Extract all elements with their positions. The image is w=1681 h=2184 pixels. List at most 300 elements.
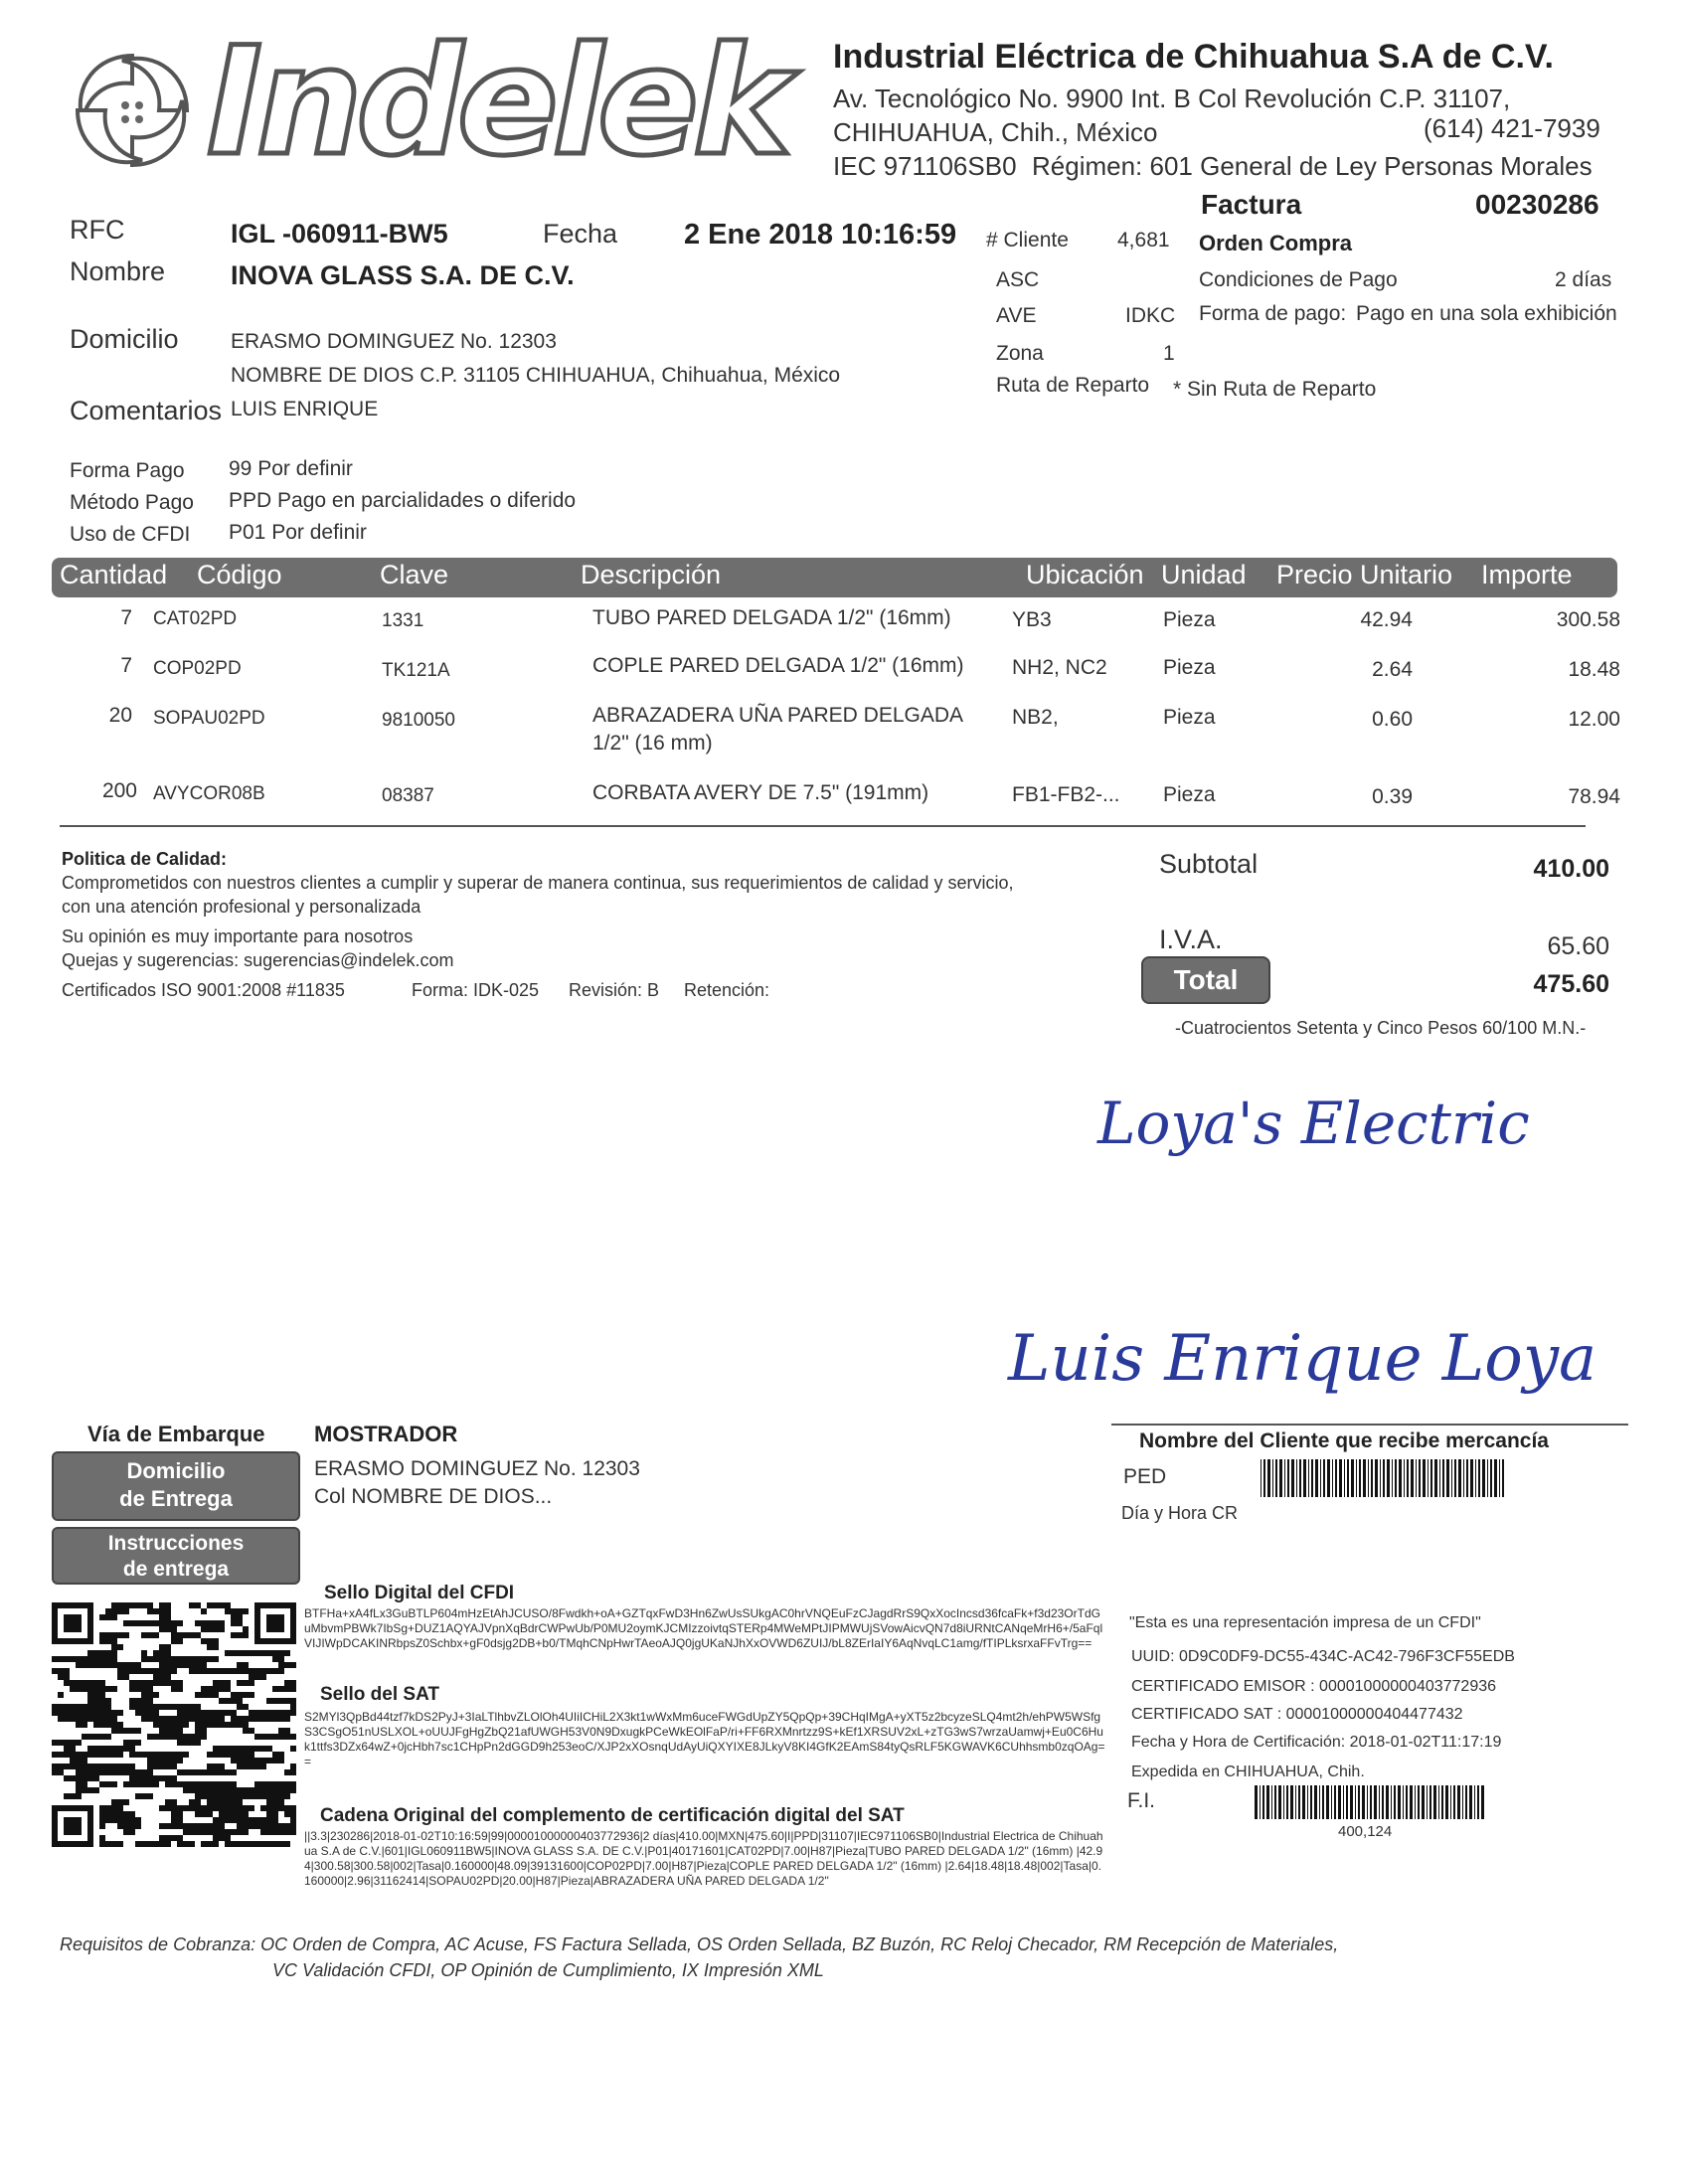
qr-module bbox=[219, 1746, 225, 1752]
sello-cfdi-value: BTFHa+xA4fLx3GuBTLP604mHzEtAhJCUSO/8Fwdkh+oA+GZTqxFwD3Hn6ZwUsSUkgAC0hrVNQEuFzCJagdRrS9QxXocIncsd36fcaFk+f3d23OrTdGuMbvmPBWk7IbSg+DUZ1AQYAJVpnXqBdrCWPwUb/P0MU2oymKJCMIzzoivtqSTERp4MWeMPtJIPMWUjSVowAicvQN7d8iURNtCANqeMrH6+/5aFqlVIJIWpDCAKINRbpsZ0Schbx+gF0dsjg2DB+b0/TMqhCNpHwrTAeoAJQ0jgUKaNJhXxOVWD6ZUIJ/bL8ZErIaIY6AqNvqLC1amg/fTIPLksrxaFFvTrg== bbox=[304, 1606, 1103, 1650]
barcode-bar bbox=[1255, 1785, 1258, 1819]
qr-module bbox=[171, 1704, 177, 1710]
qr-module bbox=[153, 1650, 159, 1656]
qr-module bbox=[207, 1716, 213, 1722]
qr-module bbox=[195, 1662, 201, 1668]
qr-module bbox=[219, 1799, 225, 1805]
qr-module bbox=[177, 1638, 183, 1644]
qr-module bbox=[111, 1686, 117, 1692]
qr-module bbox=[135, 1817, 141, 1823]
qr-module bbox=[177, 1769, 183, 1775]
qr-module bbox=[243, 1811, 249, 1817]
policy-line-1: Comprometidos con nuestros clientes a cumplir y superar de manera continua, sus requerimientos de calidad y servicio, bbox=[62, 873, 1014, 893]
barcode-bar bbox=[1370, 1785, 1372, 1819]
qr-module bbox=[266, 1758, 272, 1764]
qr-module bbox=[99, 1662, 105, 1668]
qr-module bbox=[290, 1829, 296, 1835]
qr-module bbox=[99, 1614, 105, 1620]
qr-module bbox=[207, 1764, 213, 1769]
qr-module bbox=[290, 1781, 296, 1787]
qr-module bbox=[64, 1704, 70, 1710]
ped-barcode bbox=[1261, 1459, 1506, 1497]
barcode-bar bbox=[1477, 1785, 1479, 1819]
qr-module bbox=[290, 1805, 296, 1811]
instrucciones-entrega-badge bbox=[52, 1527, 300, 1585]
qr-module bbox=[243, 1704, 249, 1710]
barcode-bar bbox=[1335, 1459, 1337, 1497]
qr-module bbox=[272, 1716, 278, 1722]
policy-revision: Revisión: B bbox=[569, 980, 660, 1000]
barcode-bar bbox=[1457, 1785, 1460, 1819]
qr-module bbox=[135, 1602, 141, 1608]
table-row bbox=[0, 704, 1681, 763]
policy-forma: Forma: IDK-025 bbox=[412, 980, 540, 1000]
barcode-bar bbox=[1387, 1459, 1390, 1497]
qr-module bbox=[70, 1752, 76, 1758]
qr-module bbox=[284, 1698, 290, 1704]
qr-module bbox=[147, 1781, 153, 1787]
qr-module bbox=[225, 1668, 231, 1674]
qr-module bbox=[237, 1823, 243, 1829]
qr-module bbox=[76, 1680, 82, 1686]
company-phone: (614) 421-7939 bbox=[1424, 113, 1600, 143]
cell-descripcion-2: 1/2" (16 mm) bbox=[592, 732, 713, 755]
qr-module bbox=[129, 1764, 135, 1769]
qr-module bbox=[99, 1680, 105, 1686]
qr-module bbox=[189, 1704, 195, 1710]
qr-module bbox=[105, 1656, 111, 1662]
qr-module bbox=[219, 1620, 225, 1626]
col-ubicacion: Ubicación bbox=[1026, 560, 1144, 589]
qr-module bbox=[219, 1680, 225, 1686]
qr-module bbox=[272, 1823, 278, 1829]
qr-module bbox=[171, 1781, 177, 1787]
qr-module bbox=[82, 1734, 87, 1740]
qr-module bbox=[243, 1650, 249, 1656]
qr-module bbox=[207, 1656, 213, 1662]
qr-module bbox=[189, 1668, 195, 1674]
qr-module bbox=[87, 1692, 93, 1698]
qr-module bbox=[201, 1781, 207, 1787]
qr-module bbox=[260, 1716, 266, 1722]
qr-module bbox=[64, 1710, 70, 1716]
qr-module bbox=[272, 1829, 278, 1835]
qr-module bbox=[141, 1668, 147, 1674]
barcode-bar bbox=[1334, 1785, 1336, 1819]
qr-module bbox=[117, 1811, 123, 1817]
qr-module bbox=[260, 1746, 266, 1752]
qr-module bbox=[284, 1787, 290, 1793]
cell-clave: TK121A bbox=[382, 660, 450, 681]
zona-value: 1 bbox=[1163, 342, 1175, 365]
qr-module bbox=[76, 1722, 82, 1728]
qr-module bbox=[207, 1692, 213, 1698]
qr-module bbox=[195, 1734, 201, 1740]
qr-module bbox=[76, 1740, 82, 1746]
qr-module bbox=[82, 1722, 87, 1728]
qr-module bbox=[171, 1716, 177, 1722]
qr-module bbox=[290, 1680, 296, 1686]
qr-module bbox=[195, 1602, 201, 1608]
qr-module bbox=[111, 1764, 117, 1769]
qr-module bbox=[260, 1805, 266, 1811]
qr-module bbox=[284, 1823, 290, 1829]
qr-module bbox=[93, 1662, 99, 1668]
qr-module bbox=[64, 1746, 70, 1752]
domicilio-label: Domicilio bbox=[70, 324, 179, 354]
qr-module bbox=[207, 1793, 213, 1799]
qr-module bbox=[225, 1799, 231, 1805]
company-logo bbox=[58, 16, 786, 189]
col-unidad: Unidad bbox=[1161, 560, 1247, 589]
qr-module bbox=[266, 1787, 272, 1793]
qr-module bbox=[177, 1716, 183, 1722]
qr-module bbox=[189, 1710, 195, 1716]
qr-module bbox=[249, 1692, 254, 1698]
qr-module bbox=[117, 1632, 123, 1638]
qr-module bbox=[266, 1781, 272, 1787]
barcode-bar bbox=[1271, 1785, 1272, 1819]
qr-module bbox=[272, 1752, 278, 1758]
qr-module bbox=[123, 1620, 129, 1626]
qr-module bbox=[290, 1698, 296, 1704]
qr-module bbox=[99, 1841, 105, 1847]
qr-module bbox=[117, 1644, 123, 1650]
qr-module bbox=[225, 1746, 231, 1752]
qr-module bbox=[159, 1805, 165, 1811]
qr-module bbox=[105, 1805, 111, 1811]
qr-module bbox=[237, 1764, 243, 1769]
qr-module bbox=[278, 1758, 284, 1764]
qr-module bbox=[183, 1734, 189, 1740]
qr-module bbox=[153, 1632, 159, 1638]
qr-module bbox=[52, 1769, 58, 1775]
qr-module bbox=[99, 1805, 105, 1811]
qr-module bbox=[272, 1668, 278, 1674]
barcode-bar bbox=[1463, 1459, 1464, 1497]
qr-module bbox=[183, 1722, 189, 1728]
qr-module bbox=[189, 1823, 195, 1829]
qr-module bbox=[58, 1692, 64, 1698]
col-descripcion: Descripción bbox=[581, 560, 722, 589]
qr-module bbox=[225, 1841, 231, 1847]
qr-module bbox=[278, 1650, 284, 1656]
qr-module bbox=[231, 1746, 237, 1752]
qr-module bbox=[284, 1650, 290, 1656]
qr-module bbox=[70, 1704, 76, 1710]
qr-module bbox=[189, 1740, 195, 1746]
qr-module bbox=[290, 1746, 296, 1752]
qr-module bbox=[111, 1728, 117, 1734]
qr-module bbox=[135, 1710, 141, 1716]
qr-module bbox=[93, 1686, 99, 1692]
qr-module bbox=[278, 1728, 284, 1734]
qr-module bbox=[99, 1764, 105, 1769]
qr-module bbox=[254, 1734, 260, 1740]
qr-module bbox=[237, 1716, 243, 1722]
ruta-value: * Sin Ruta de Reparto bbox=[1173, 378, 1377, 401]
qr-module bbox=[70, 1793, 76, 1799]
qr-module bbox=[272, 1805, 278, 1811]
qr-module bbox=[243, 1692, 249, 1698]
qr-module bbox=[58, 1704, 64, 1710]
qr-module bbox=[237, 1799, 243, 1805]
qr-module bbox=[165, 1704, 171, 1710]
qr-module bbox=[147, 1602, 153, 1608]
barcode-bar bbox=[1278, 1785, 1281, 1819]
qr-module bbox=[141, 1632, 147, 1638]
qr-module bbox=[213, 1823, 219, 1829]
qr-module bbox=[243, 1626, 249, 1632]
qr-module bbox=[231, 1692, 237, 1698]
barcode-bar bbox=[1363, 1459, 1366, 1497]
qr-module bbox=[231, 1668, 237, 1674]
qr-module bbox=[76, 1787, 82, 1793]
qr-module bbox=[147, 1692, 153, 1698]
cell-descripcion: COPLE PARED DELGADA 1/2" (16mm) bbox=[592, 654, 964, 677]
barcode-bar bbox=[1430, 1459, 1432, 1497]
qr-module bbox=[189, 1829, 195, 1835]
barcode-bar bbox=[1475, 1459, 1476, 1497]
qr-module bbox=[201, 1692, 207, 1698]
barcode-bar bbox=[1375, 1459, 1378, 1497]
barcode-bar bbox=[1275, 1459, 1277, 1497]
metodo-pago-value: PPD Pago en parcialidades o diferido bbox=[229, 489, 577, 512]
barcode-bar bbox=[1438, 1785, 1439, 1819]
qr-module bbox=[195, 1811, 201, 1817]
qr-module bbox=[141, 1841, 147, 1847]
qr-module bbox=[183, 1781, 189, 1787]
qr-module bbox=[177, 1722, 183, 1728]
qr-module bbox=[58, 1740, 64, 1746]
qr-module bbox=[111, 1781, 117, 1787]
barcode-bar bbox=[1383, 1459, 1385, 1497]
qr-module bbox=[260, 1758, 266, 1764]
qr-module bbox=[105, 1614, 111, 1620]
qr-module bbox=[260, 1793, 266, 1799]
qr-module bbox=[278, 1656, 284, 1662]
qr-module bbox=[290, 1704, 296, 1710]
qr-module bbox=[111, 1602, 117, 1608]
qr-module bbox=[195, 1769, 201, 1775]
total-en-letra: -Cuatrocientos Setenta y Cinco Pesos 60/100 M.N.- bbox=[1175, 1018, 1587, 1038]
qr-module bbox=[207, 1668, 213, 1674]
qr-module bbox=[82, 1710, 87, 1716]
qr-module bbox=[159, 1662, 165, 1668]
qr-module bbox=[123, 1799, 129, 1805]
barcode-bar bbox=[1350, 1785, 1353, 1819]
qr-module bbox=[105, 1704, 111, 1710]
qr-module bbox=[213, 1781, 219, 1787]
qr-module bbox=[177, 1734, 183, 1740]
qr-module bbox=[87, 1704, 93, 1710]
qr-module bbox=[195, 1823, 201, 1829]
qr-module bbox=[76, 1752, 82, 1758]
qr-module bbox=[147, 1769, 153, 1775]
logo-text: Indelek bbox=[207, 16, 786, 189]
qr-module bbox=[87, 1734, 93, 1740]
barcode-bar bbox=[1338, 1785, 1341, 1819]
qr-module bbox=[147, 1841, 153, 1847]
qr-module bbox=[141, 1650, 147, 1656]
qr-module bbox=[165, 1722, 171, 1728]
qr-module bbox=[272, 1799, 278, 1805]
qr-module bbox=[147, 1758, 153, 1764]
footer-requisitos-1: Requisitos de Cobranza: OC Orden de Compra, AC Acuse, FS Factura Sellada, OS Orden Sellada, BZ Buzón, RC Reloj Checador, RM Recepción de Materiales, bbox=[60, 1934, 1339, 1954]
qr-module bbox=[82, 1764, 87, 1769]
qr-module bbox=[290, 1734, 296, 1740]
qr-module bbox=[195, 1793, 201, 1799]
qr-module bbox=[159, 1668, 165, 1674]
qr-module bbox=[117, 1805, 123, 1811]
barcode-bar bbox=[1303, 1459, 1306, 1497]
qr-module bbox=[207, 1602, 213, 1608]
barcode-bar bbox=[1267, 1459, 1270, 1497]
qr-module bbox=[165, 1775, 171, 1781]
qr-module bbox=[111, 1638, 117, 1644]
qr-module bbox=[153, 1608, 159, 1614]
qr-module bbox=[266, 1817, 272, 1823]
qr-module bbox=[243, 1728, 249, 1734]
qr-module bbox=[189, 1805, 195, 1811]
qr-module bbox=[231, 1632, 237, 1638]
qr-module bbox=[231, 1650, 237, 1656]
qr-module bbox=[189, 1799, 195, 1805]
qr-module bbox=[70, 1716, 76, 1722]
qr-module bbox=[237, 1704, 243, 1710]
qr-module bbox=[159, 1650, 165, 1656]
qr-module bbox=[93, 1716, 99, 1722]
qr-module bbox=[284, 1680, 290, 1686]
qr-module bbox=[135, 1841, 141, 1847]
qr-module bbox=[189, 1632, 195, 1638]
cell-codigo: CAT02PD bbox=[153, 608, 238, 629]
qr-module bbox=[171, 1656, 177, 1662]
qr-module bbox=[189, 1602, 195, 1608]
qr-module bbox=[272, 1781, 278, 1787]
signature-person: Luis Enrique Loya bbox=[1008, 1322, 1597, 1396]
qr-module bbox=[129, 1620, 135, 1626]
qr-module bbox=[231, 1811, 237, 1817]
entrega-domicilio-1: ERASMO DOMINGUEZ No. 12303 bbox=[314, 1457, 640, 1480]
qr-module bbox=[87, 1662, 93, 1668]
qr-module bbox=[213, 1805, 219, 1811]
qr-module bbox=[87, 1764, 93, 1769]
qr-module bbox=[243, 1632, 249, 1638]
qr-module bbox=[219, 1793, 225, 1799]
qr-module bbox=[290, 1764, 296, 1769]
qr-module bbox=[117, 1722, 123, 1728]
qr-module bbox=[219, 1781, 225, 1787]
qr-module bbox=[129, 1811, 135, 1817]
cell-ubicacion: FB1-FB2-... bbox=[1012, 783, 1120, 806]
qr-module bbox=[260, 1787, 266, 1793]
qr-module bbox=[231, 1805, 237, 1811]
qr-module bbox=[82, 1787, 87, 1793]
barcode-bar bbox=[1465, 1785, 1467, 1819]
qr-module bbox=[225, 1805, 231, 1811]
qr-module bbox=[183, 1752, 189, 1758]
qr-module bbox=[135, 1793, 141, 1799]
qr-code bbox=[52, 1602, 296, 1847]
qr-module bbox=[165, 1668, 171, 1674]
qr-module bbox=[165, 1662, 171, 1668]
col-clave: Clave bbox=[380, 560, 449, 589]
qr-module bbox=[70, 1740, 76, 1746]
qr-module bbox=[201, 1662, 207, 1668]
qr-module bbox=[254, 1716, 260, 1722]
qr-module bbox=[105, 1752, 111, 1758]
qr-module bbox=[231, 1716, 237, 1722]
barcode-bar bbox=[1442, 1459, 1444, 1497]
barcode-bar bbox=[1290, 1785, 1293, 1819]
qr-module bbox=[165, 1823, 171, 1829]
qr-module bbox=[266, 1841, 272, 1847]
qr-module bbox=[129, 1662, 135, 1668]
qr-module bbox=[177, 1632, 183, 1638]
qr-module bbox=[183, 1704, 189, 1710]
qr-module bbox=[129, 1686, 135, 1692]
qr-module bbox=[87, 1787, 93, 1793]
qr-module bbox=[195, 1799, 201, 1805]
domicilio-line-2: NOMBRE DE DIOS C.P. 31105 CHIHUAHUA, Chihuahua, México bbox=[231, 364, 841, 387]
qr-module bbox=[225, 1698, 231, 1704]
qr-module bbox=[171, 1680, 177, 1686]
qr-module bbox=[99, 1823, 105, 1829]
qr-module bbox=[207, 1787, 213, 1793]
qr-module bbox=[70, 1680, 76, 1686]
qr-module bbox=[58, 1668, 64, 1674]
qr-module bbox=[231, 1752, 237, 1758]
barcode-bar bbox=[1296, 1459, 1297, 1497]
qr-module bbox=[99, 1817, 105, 1823]
qr-module bbox=[189, 1662, 195, 1668]
qr-module bbox=[171, 1662, 177, 1668]
qr-module bbox=[183, 1716, 189, 1722]
cliente-value: 4,681 bbox=[1117, 229, 1170, 252]
qr-module bbox=[141, 1680, 147, 1686]
qr-module bbox=[93, 1698, 99, 1704]
barcode-bar bbox=[1445, 1785, 1448, 1819]
cell-importe: 12.00 bbox=[1568, 708, 1620, 731]
qr-module bbox=[165, 1781, 171, 1787]
qr-module bbox=[225, 1722, 231, 1728]
qr-module bbox=[93, 1734, 99, 1740]
qr-module bbox=[117, 1769, 123, 1775]
qr-module bbox=[141, 1704, 147, 1710]
qr-module bbox=[105, 1632, 111, 1638]
qr-module bbox=[123, 1662, 129, 1668]
qr-module bbox=[87, 1656, 93, 1662]
qr-module bbox=[117, 1662, 123, 1668]
qr-module bbox=[284, 1793, 290, 1799]
qr-module bbox=[159, 1764, 165, 1769]
qr-module bbox=[272, 1841, 278, 1847]
qr-module bbox=[195, 1787, 201, 1793]
qr-module bbox=[231, 1710, 237, 1716]
qr-module bbox=[111, 1722, 117, 1728]
qr-module bbox=[70, 1746, 76, 1752]
qr-module bbox=[272, 1817, 278, 1823]
qr-module bbox=[123, 1740, 129, 1746]
barcode-bar bbox=[1359, 1459, 1361, 1497]
qr-module bbox=[82, 1775, 87, 1781]
qr-module bbox=[87, 1680, 93, 1686]
qr-module bbox=[135, 1704, 141, 1710]
qr-module bbox=[284, 1811, 290, 1817]
qr-module bbox=[266, 1811, 272, 1817]
qr-module bbox=[76, 1704, 82, 1710]
